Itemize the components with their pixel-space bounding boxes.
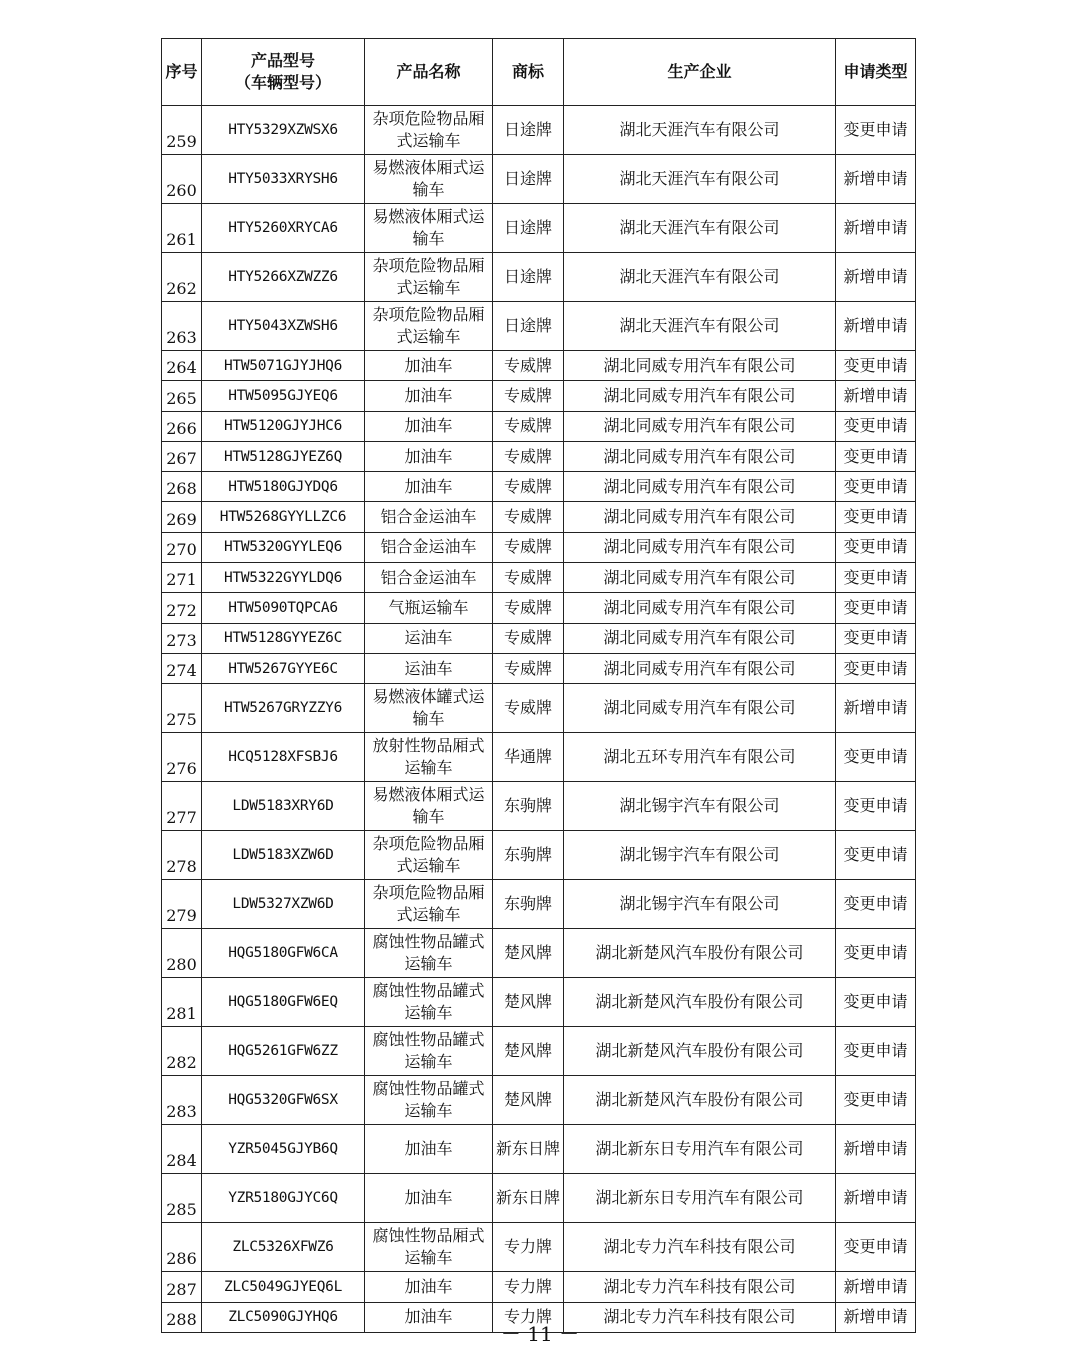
cell-brand: 专威牌 <box>493 472 564 502</box>
table-row <box>162 441 916 471</box>
cell-model: ZLC5090GJYHQ6 <box>202 1302 365 1332</box>
table-row <box>162 106 916 155</box>
table-row <box>162 733 916 782</box>
cell-seq: 260 <box>162 155 202 204</box>
cell-brand: 专威牌 <box>493 653 564 683</box>
cell-company: 湖北新楚风汽车股份有限公司 <box>564 1076 836 1125</box>
cell-product-name: 杂项危险物品厢式运输车 <box>365 253 493 302</box>
header-model-line2: （车辆型号） <box>234 73 331 92</box>
cell-application-type: 变更申请 <box>836 563 916 593</box>
cell-application-type: 变更申请 <box>836 593 916 623</box>
cell-application-type: 新增申请 <box>836 1302 916 1332</box>
table-row <box>162 155 916 204</box>
cell-seq: 278 <box>162 831 202 880</box>
cell-product-name: 腐蚀性物品罐式运输车 <box>365 978 493 1027</box>
cell-application-type: 变更申请 <box>836 733 916 782</box>
cell-brand: 新东日牌 <box>493 1125 564 1174</box>
cell-seq: 274 <box>162 653 202 683</box>
cell-application-type: 新增申请 <box>836 381 916 411</box>
vehicle-product-table <box>161 38 916 1333</box>
cell-brand: 专威牌 <box>493 684 564 733</box>
cell-product-name: 杂项危险物品厢式运输车 <box>365 106 493 155</box>
table-header-row <box>162 39 916 106</box>
table-row <box>162 563 916 593</box>
cell-brand: 华通牌 <box>493 733 564 782</box>
table-row <box>162 351 916 381</box>
cell-product-name: 加油车 <box>365 1174 493 1223</box>
table-row <box>162 684 916 733</box>
table-row <box>162 929 916 978</box>
table-row <box>162 411 916 441</box>
cell-company: 湖北锡宇汽车有限公司 <box>564 880 836 929</box>
cell-company: 湖北同威专用汽车有限公司 <box>564 563 836 593</box>
cell-brand: 专力牌 <box>493 1302 564 1332</box>
cell-seq: 280 <box>162 929 202 978</box>
cell-seq: 286 <box>162 1223 202 1272</box>
cell-application-type: 变更申请 <box>836 502 916 532</box>
cell-seq: 262 <box>162 253 202 302</box>
cell-product-name: 运油车 <box>365 623 493 653</box>
table-row <box>162 502 916 532</box>
cell-company: 湖北同威专用汽车有限公司 <box>564 532 836 562</box>
cell-application-type: 变更申请 <box>836 653 916 683</box>
header-name: 产品名称 <box>365 39 493 106</box>
cell-seq: 273 <box>162 623 202 653</box>
cell-company: 湖北新东日专用汽车有限公司 <box>564 1125 836 1174</box>
cell-application-type: 变更申请 <box>836 106 916 155</box>
cell-product-name: 易燃液体厢式运输车 <box>365 782 493 831</box>
cell-application-type: 新增申请 <box>836 253 916 302</box>
cell-company: 湖北天涯汽车有限公司 <box>564 302 836 351</box>
cell-seq: 263 <box>162 302 202 351</box>
cell-brand: 专威牌 <box>493 411 564 441</box>
cell-company: 湖北同威专用汽车有限公司 <box>564 653 836 683</box>
cell-brand: 楚风牌 <box>493 929 564 978</box>
cell-product-name: 腐蚀性物品厢式运输车 <box>365 1223 493 1272</box>
cell-seq: 269 <box>162 502 202 532</box>
cell-brand: 专威牌 <box>493 441 564 471</box>
header-type: 申请类型 <box>836 39 916 106</box>
table-body <box>162 106 916 1333</box>
cell-brand: 东驹牌 <box>493 782 564 831</box>
cell-model: HTW5071GJYJHQ6 <box>202 351 365 381</box>
cell-model: LDW5327XZW6D <box>202 880 365 929</box>
cell-seq: 277 <box>162 782 202 831</box>
cell-company: 湖北同威专用汽车有限公司 <box>564 351 836 381</box>
cell-application-type: 新增申请 <box>836 204 916 253</box>
cell-brand: 日途牌 <box>493 302 564 351</box>
cell-seq: 276 <box>162 733 202 782</box>
cell-product-name: 加油车 <box>365 472 493 502</box>
cell-company: 湖北专力汽车科技有限公司 <box>564 1272 836 1302</box>
cell-seq: 264 <box>162 351 202 381</box>
cell-application-type: 新增申请 <box>836 155 916 204</box>
cell-application-type: 变更申请 <box>836 978 916 1027</box>
cell-seq: 265 <box>162 381 202 411</box>
cell-seq: 266 <box>162 411 202 441</box>
cell-application-type: 新增申请 <box>836 1272 916 1302</box>
cell-model: HQG5180GFW6EQ <box>202 978 365 1027</box>
cell-company: 湖北同威专用汽车有限公司 <box>564 502 836 532</box>
cell-model: YZR5045GJYB6Q <box>202 1125 365 1174</box>
cell-application-type: 变更申请 <box>836 880 916 929</box>
cell-brand: 新东日牌 <box>493 1174 564 1223</box>
cell-product-name: 腐蚀性物品罐式运输车 <box>365 1076 493 1125</box>
cell-model: HQG5180GFW6CA <box>202 929 365 978</box>
cell-model: HTY5329XZWSX6 <box>202 106 365 155</box>
cell-brand: 日途牌 <box>493 253 564 302</box>
cell-model: YZR5180GJYC6Q <box>202 1174 365 1223</box>
cell-company: 湖北同威专用汽车有限公司 <box>564 593 836 623</box>
cell-product-name: 易燃液体罐式运输车 <box>365 684 493 733</box>
table-row <box>162 978 916 1027</box>
cell-model: HTW5128GJYEZ6Q <box>202 441 365 471</box>
cell-product-name: 铝合金运油车 <box>365 532 493 562</box>
cell-company: 湖北天涯汽车有限公司 <box>564 155 836 204</box>
vehicle-product-table-container <box>161 38 915 1333</box>
cell-application-type: 变更申请 <box>836 472 916 502</box>
cell-seq: 272 <box>162 593 202 623</box>
header-company: 生产企业 <box>564 39 836 106</box>
cell-company: 湖北新楚风汽车股份有限公司 <box>564 929 836 978</box>
cell-model: ZLC5326XFWZ6 <box>202 1223 365 1272</box>
cell-product-name: 杂项危险物品厢式运输车 <box>365 831 493 880</box>
cell-model: ZLC5049GJYEQ6L <box>202 1272 365 1302</box>
table-row <box>162 1174 916 1223</box>
cell-company: 湖北同威专用汽车有限公司 <box>564 472 836 502</box>
cell-product-name: 铝合金运油车 <box>365 563 493 593</box>
cell-product-name: 加油车 <box>365 411 493 441</box>
header-model <box>202 39 365 106</box>
cell-product-name: 加油车 <box>365 1272 493 1302</box>
table-row <box>162 623 916 653</box>
cell-company: 湖北锡宇汽车有限公司 <box>564 831 836 880</box>
cell-company: 湖北新东日专用汽车有限公司 <box>564 1174 836 1223</box>
cell-brand: 专威牌 <box>493 623 564 653</box>
cell-product-name: 加油车 <box>365 381 493 411</box>
cell-brand: 日途牌 <box>493 155 564 204</box>
cell-company: 湖北天涯汽车有限公司 <box>564 106 836 155</box>
cell-brand: 楚风牌 <box>493 1027 564 1076</box>
cell-brand: 楚风牌 <box>493 1076 564 1125</box>
header-seq: 序号 <box>162 39 202 106</box>
cell-brand: 专威牌 <box>493 381 564 411</box>
cell-brand: 日途牌 <box>493 106 564 155</box>
cell-product-name: 加油车 <box>365 1302 493 1332</box>
cell-brand: 专力牌 <box>493 1223 564 1272</box>
cell-application-type: 变更申请 <box>836 532 916 562</box>
cell-application-type: 变更申请 <box>836 1223 916 1272</box>
header-model-line1: 产品型号 <box>250 51 315 70</box>
table-row <box>162 381 916 411</box>
table-row <box>162 1272 916 1302</box>
cell-application-type: 变更申请 <box>836 929 916 978</box>
cell-company: 湖北同威专用汽车有限公司 <box>564 441 836 471</box>
cell-brand: 专威牌 <box>493 593 564 623</box>
cell-product-name: 杂项危险物品厢式运输车 <box>365 880 493 929</box>
cell-company: 湖北锡宇汽车有限公司 <box>564 782 836 831</box>
cell-seq: 284 <box>162 1125 202 1174</box>
header-brand: 商标 <box>493 39 564 106</box>
cell-application-type: 变更申请 <box>836 831 916 880</box>
cell-brand: 专威牌 <box>493 502 564 532</box>
cell-model: HTW5128GYYEZ6C <box>202 623 365 653</box>
cell-product-name: 易燃液体厢式运输车 <box>365 155 493 204</box>
cell-company: 湖北同威专用汽车有限公司 <box>564 623 836 653</box>
table-row <box>162 472 916 502</box>
cell-model: HTY5260XRYCA6 <box>202 204 365 253</box>
cell-model: HTW5322GYYLDQ6 <box>202 563 365 593</box>
cell-seq: 271 <box>162 563 202 593</box>
cell-seq: 282 <box>162 1027 202 1076</box>
cell-product-name: 易燃液体厢式运输车 <box>365 204 493 253</box>
cell-application-type: 新增申请 <box>836 684 916 733</box>
table-row <box>162 831 916 880</box>
cell-seq: 287 <box>162 1272 202 1302</box>
cell-application-type: 变更申请 <box>836 351 916 381</box>
cell-brand: 专威牌 <box>493 532 564 562</box>
cell-company: 湖北天涯汽车有限公司 <box>564 253 836 302</box>
cell-application-type: 新增申请 <box>836 1125 916 1174</box>
cell-company: 湖北专力汽车科技有限公司 <box>564 1223 836 1272</box>
page-number: － 11 － <box>500 1322 580 1346</box>
cell-brand: 东驹牌 <box>493 831 564 880</box>
table-row <box>162 302 916 351</box>
cell-brand: 楚风牌 <box>493 978 564 1027</box>
cell-company: 湖北新楚风汽车股份有限公司 <box>564 978 836 1027</box>
cell-seq: 285 <box>162 1174 202 1223</box>
cell-model: HTW5180GJYDQ6 <box>202 472 365 502</box>
table-row <box>162 593 916 623</box>
cell-seq: 259 <box>162 106 202 155</box>
cell-model: HTW5095GJYEQ6 <box>202 381 365 411</box>
cell-product-name: 铝合金运油车 <box>365 502 493 532</box>
table-row <box>162 532 916 562</box>
cell-company: 湖北五环专用汽车有限公司 <box>564 733 836 782</box>
cell-company: 湖北同威专用汽车有限公司 <box>564 411 836 441</box>
cell-product-name: 加油车 <box>365 441 493 471</box>
cell-company: 湖北天涯汽车有限公司 <box>564 204 836 253</box>
cell-model: HTW5268GYYLLZC6 <box>202 502 365 532</box>
table-row <box>162 880 916 929</box>
cell-application-type: 变更申请 <box>836 1076 916 1125</box>
cell-product-name: 气瓶运输车 <box>365 593 493 623</box>
cell-product-name: 运油车 <box>365 653 493 683</box>
cell-model: HQG5320GFW6SX <box>202 1076 365 1125</box>
cell-brand: 日途牌 <box>493 204 564 253</box>
cell-application-type: 新增申请 <box>836 1174 916 1223</box>
cell-model: HQG5261GFW6ZZ <box>202 1027 365 1076</box>
table-row <box>162 253 916 302</box>
cell-product-name: 加油车 <box>365 1125 493 1174</box>
cell-model: HTY5266XZWZZ6 <box>202 253 365 302</box>
table-row <box>162 1223 916 1272</box>
cell-application-type: 变更申请 <box>836 623 916 653</box>
table-row <box>162 653 916 683</box>
cell-application-type: 变更申请 <box>836 441 916 471</box>
cell-model: HTW5120GJYJHC6 <box>202 411 365 441</box>
cell-brand: 专威牌 <box>493 563 564 593</box>
cell-seq: 267 <box>162 441 202 471</box>
cell-seq: 283 <box>162 1076 202 1125</box>
cell-application-type: 变更申请 <box>836 1027 916 1076</box>
cell-application-type: 新增申请 <box>836 302 916 351</box>
cell-product-name: 放射性物品厢式运输车 <box>365 733 493 782</box>
cell-product-name: 杂项危险物品厢式运输车 <box>365 302 493 351</box>
cell-brand: 专力牌 <box>493 1272 564 1302</box>
cell-seq: 281 <box>162 978 202 1027</box>
cell-seq: 270 <box>162 532 202 562</box>
cell-seq: 261 <box>162 204 202 253</box>
cell-product-name: 加油车 <box>365 351 493 381</box>
cell-product-name: 腐蚀性物品罐式运输车 <box>365 929 493 978</box>
cell-model: HTY5043XZWSH6 <box>202 302 365 351</box>
cell-model: LDW5183XRY6D <box>202 782 365 831</box>
cell-model: HTY5033XRYSH6 <box>202 155 365 204</box>
cell-model: LDW5183XZW6D <box>202 831 365 880</box>
cell-model: HCQ5128XFSBJ6 <box>202 733 365 782</box>
cell-seq: 268 <box>162 472 202 502</box>
cell-product-name: 腐蚀性物品罐式运输车 <box>365 1027 493 1076</box>
cell-brand: 专威牌 <box>493 351 564 381</box>
cell-company: 湖北新楚风汽车股份有限公司 <box>564 1027 836 1076</box>
table-row <box>162 782 916 831</box>
table-row <box>162 1076 916 1125</box>
table-row <box>162 1027 916 1076</box>
cell-seq: 288 <box>162 1302 202 1332</box>
cell-model: HTW5090TQPCA6 <box>202 593 365 623</box>
cell-company: 湖北专力汽车科技有限公司 <box>564 1302 836 1332</box>
cell-application-type: 变更申请 <box>836 782 916 831</box>
cell-seq: 275 <box>162 684 202 733</box>
table-row <box>162 204 916 253</box>
cell-model: HTW5320GYYLEQ6 <box>202 532 365 562</box>
cell-brand: 东驹牌 <box>493 880 564 929</box>
cell-model: HTW5267GRYZZY6 <box>202 684 365 733</box>
cell-company: 湖北同威专用汽车有限公司 <box>564 381 836 411</box>
cell-application-type: 变更申请 <box>836 411 916 441</box>
table-row <box>162 1125 916 1174</box>
cell-model: HTW5267GYYE6C <box>202 653 365 683</box>
cell-company: 湖北同威专用汽车有限公司 <box>564 684 836 733</box>
cell-seq: 279 <box>162 880 202 929</box>
